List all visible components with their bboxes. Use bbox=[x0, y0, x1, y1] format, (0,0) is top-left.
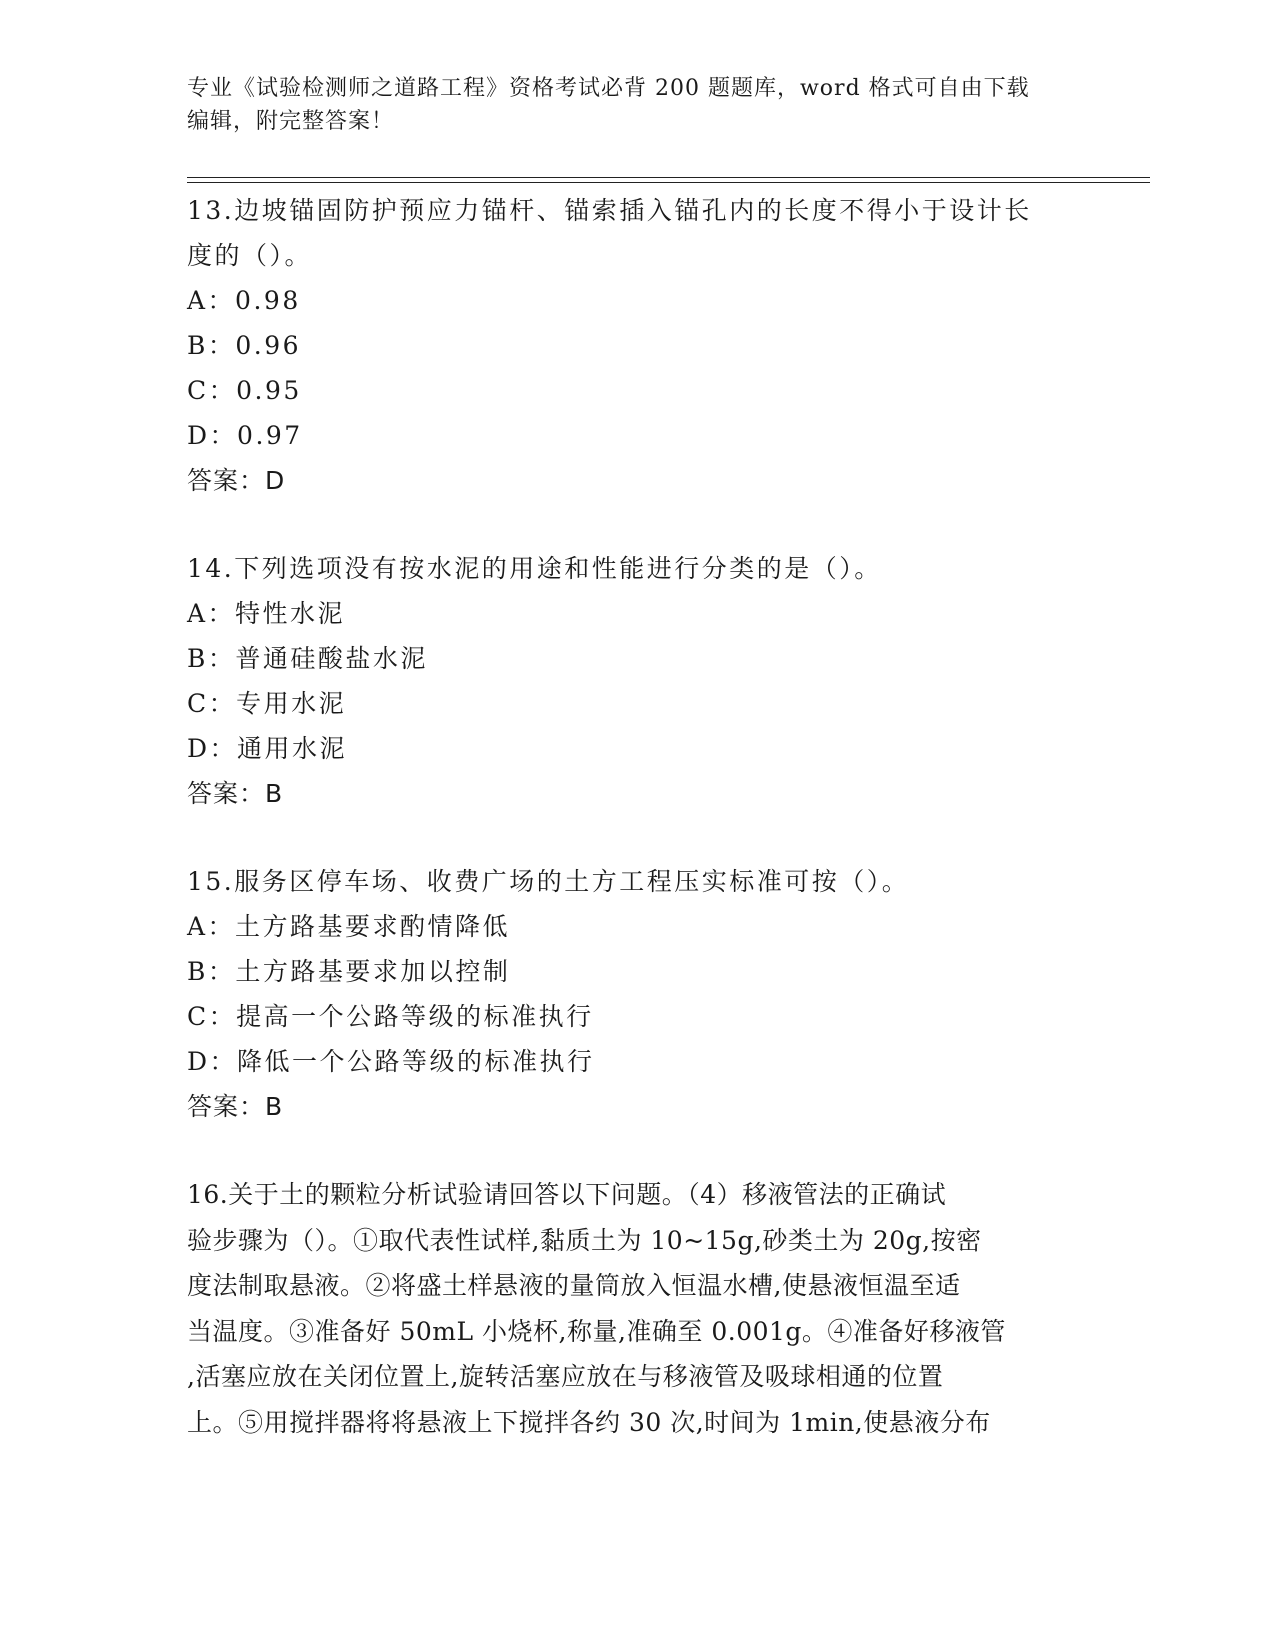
question-text: 15.服务区停车场、收费广场的土方工程压实标准可按（）。 bbox=[187, 867, 910, 896]
option-b: B：土方路基要求加以控制 bbox=[187, 957, 511, 986]
document-header: 专业《试验检测师之道路工程》资格考试必背 200 题题库，word 格式可自由下载 编辑，附完整答案！ bbox=[187, 76, 1030, 134]
option-a: A：土方路基要求酌情降低 bbox=[187, 912, 511, 941]
option-d: D：0.97 bbox=[187, 421, 303, 450]
question-16 bbox=[187, 1172, 1087, 1445]
option-b: B：0.96 bbox=[187, 331, 302, 360]
header-divider-top bbox=[187, 177, 1150, 178]
option-c: C：提高一个公路等级的标准执行 bbox=[187, 1002, 594, 1031]
question-text: 16.关于土的颗粒分析试验请回答以下问题。（4）移液管法的正确试 验步骤为（）。①取代表性试样,黏质土为 10~15g,砂类土为 20g,按密 度法制取悬液。②将盛土样悬液的量筒放入恒温水槽,使悬液恒温至适 当温度。③准备好 50mL 小烧杯,称量,准确至 0.001g。④准备好移液管 ,活塞应放在关闭位置上,旋转活塞应放在与移液管及吸球相通的位置 上。⑤用搅拌器将将悬液上下搅拌各约 30 次,时间为 1min,使悬液分布 bbox=[187, 1180, 1006, 1437]
option-c: C：0.95 bbox=[187, 376, 302, 405]
option-c: C：专用水泥 bbox=[187, 689, 347, 718]
answer-text: 答案：B bbox=[187, 779, 284, 808]
option-a: A：0.98 bbox=[187, 286, 301, 315]
answer-text: 答案：B bbox=[187, 1092, 284, 1121]
option-a: A：特性水泥 bbox=[187, 599, 346, 628]
question-15 bbox=[187, 859, 1087, 1130]
answer-text: 答案：D bbox=[187, 466, 286, 495]
header-divider-bottom bbox=[187, 182, 1150, 183]
option-d: D：通用水泥 bbox=[187, 734, 348, 763]
option-d: D：降低一个公路等级的标准执行 bbox=[187, 1047, 595, 1076]
question-14 bbox=[187, 546, 1087, 817]
question-text: 13.边坡锚固防护预应力锚杆、锚索插入锚孔内的长度不得小于设计长 度的（）。 bbox=[187, 196, 1032, 270]
question-13 bbox=[187, 188, 1087, 504]
option-b: B：普通硅酸盐水泥 bbox=[187, 644, 428, 673]
question-list bbox=[187, 188, 1087, 1445]
question-text: 14.下列选项没有按水泥的用途和性能进行分类的是（）。 bbox=[187, 554, 882, 583]
